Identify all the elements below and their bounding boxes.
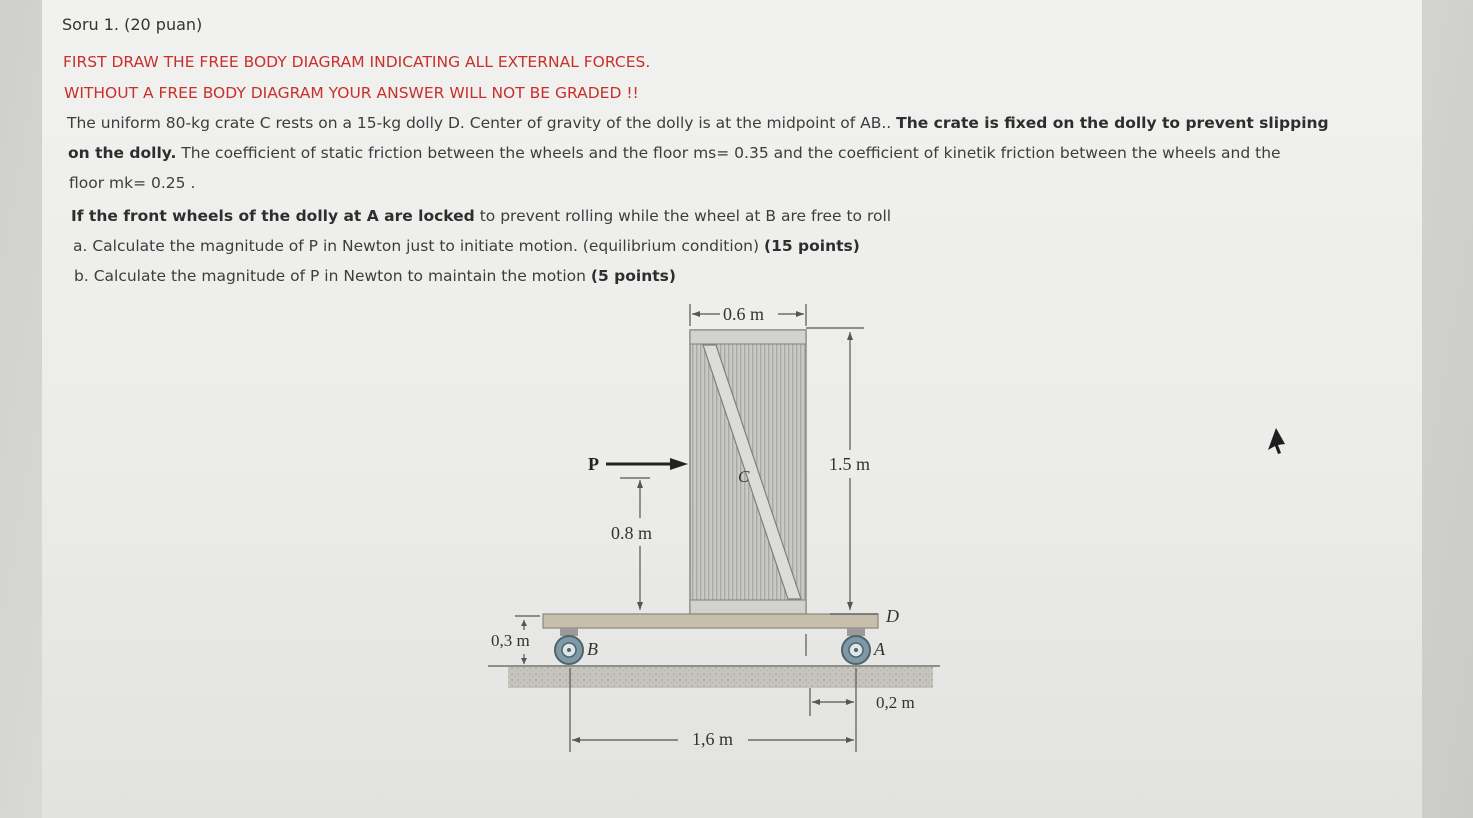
problem-line-2-text: The coefficient of static friction between the wheels and the floor ms= 0.35 and the coefficient of kinetik friction between the wheels and the	[176, 144, 1281, 162]
wheel-b-label: B	[587, 639, 598, 659]
mouse-pointer-icon	[1268, 428, 1285, 454]
condition-bold: If the front wheels of the dolly at A are locked	[71, 207, 475, 225]
dim-crate-height: 1.5 m	[829, 454, 871, 474]
part-a-text: a. Calculate the magnitude of P in Newton just to initiate motion. (equilibrium condition)	[73, 237, 764, 255]
part-b-text: b. Calculate the magnitude of P in Newton to maintain the motion	[74, 267, 591, 285]
problem-line-2-bold: on the dolly.	[68, 144, 177, 162]
ground	[508, 666, 933, 688]
dolly-label: D	[886, 606, 899, 626]
dim-crate-width: 0.6 m	[723, 304, 765, 324]
problem-line-3: floor mk= 0.25 .	[69, 174, 196, 192]
problem-line-1-bold: The crate is fixed on the dolly to prevent slipping	[896, 114, 1329, 132]
wheel-b	[555, 628, 583, 664]
crate-label: C	[738, 467, 750, 486]
part-a-points: (15 points)	[763, 237, 860, 255]
wheel-a	[842, 628, 870, 664]
force-label: P	[588, 454, 599, 474]
condition-text: to prevent rolling while the wheel at B are free to roll	[474, 207, 892, 225]
dim-force-height: 0.8 m	[611, 523, 653, 543]
dolly-platform	[543, 614, 878, 628]
dim-span: 1,6 m	[692, 729, 734, 749]
dim-wheel-height: 0,3 m	[491, 631, 530, 650]
problem-line-1-text: The uniform 80-kg crate C rests on a 15-kg dolly D. Center of gravity of the dolly is at the midpoint of AB..	[67, 114, 897, 132]
force-p-arrow	[606, 458, 688, 470]
warning-line-2: WITHOUT A FREE BODY DIAGRAM YOUR ANSWER WILL NOT BE GRADED !!	[64, 84, 639, 102]
dim-a-offset: 0,2 m	[876, 693, 915, 712]
question-title: Soru 1. (20 puan)	[62, 15, 203, 34]
wheel-a-label: A	[874, 639, 885, 659]
part-b-points: (5 points)	[590, 267, 676, 285]
warning-line-1: FIRST DRAW THE FREE BODY DIAGRAM INDICATING ALL EXTERNAL FORCES.	[63, 53, 651, 71]
